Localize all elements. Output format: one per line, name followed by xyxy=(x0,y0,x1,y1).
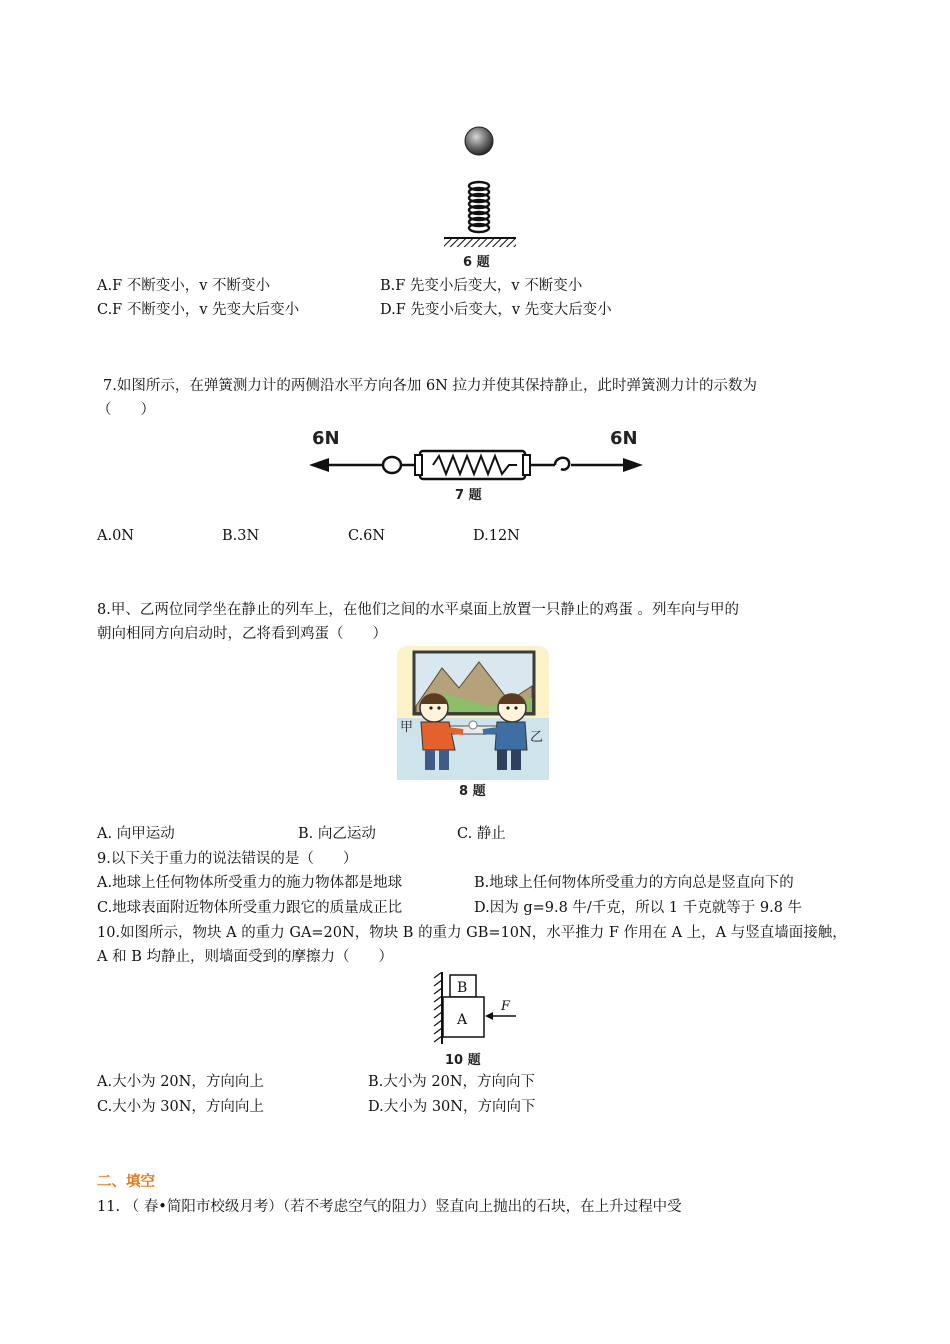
q10-stem-line1: 10.如图所示，物块 A 的重力 GA=20N，物块 B 的重力 GB=10N，水平推力 F 作用在 A 上，A 与竖直墙面接触， xyxy=(97,925,847,941)
q8-option-c: C. 静止 xyxy=(457,826,506,842)
q10-option-b: B.大小为 20N，方向向下 xyxy=(368,1074,536,1090)
ground-hatch xyxy=(444,238,516,247)
force-label: F xyxy=(501,999,511,1014)
q10-caption: 10 题 xyxy=(445,1053,481,1068)
q11-stem: 11. （ 春•简阳市校级月考）（若不考虑空气的阻力）竖直向上抛出的石块，在上升过程中受 xyxy=(97,1199,682,1215)
q7-stem-line1: 7.如图所示，在弹簧测力计的两侧沿水平方向各加 6N 拉力并使其保持静止，此时弹簧测力计的示数为 xyxy=(103,378,757,394)
q6-option-a: A.F 不断变小，v 不断变小 xyxy=(97,278,271,294)
q7-stem-line2: （ ） xyxy=(97,402,155,418)
left-hook-ring xyxy=(383,457,401,473)
q8-stem-line2: 朝向相同方向启动时，乙将看到鸡蛋（ ） xyxy=(97,626,387,642)
q7-option-c: C.6N xyxy=(348,528,386,544)
egg xyxy=(469,721,477,729)
q7-caption: 7 题 xyxy=(455,488,482,503)
block-a-label: A xyxy=(457,1012,468,1028)
q9-option-b: B.地球上任何物体所受重力的方向总是竖直向下的 xyxy=(474,875,794,891)
q7-spring-scale-figure xyxy=(305,440,650,486)
person-jia-body xyxy=(421,722,455,750)
q6-option-d: D.F 先变小后变大，v 先变大后变小 xyxy=(380,302,612,318)
spring-coil xyxy=(469,182,489,232)
q6-caption: 6 题 xyxy=(463,255,490,270)
q7-right-force: 6N xyxy=(610,428,638,449)
q9-option-d: D.因为 g=9.8 牛/千克，所以 1 千克就等于 9.8 牛 xyxy=(474,900,803,916)
q7-option-a: A.0N xyxy=(97,528,134,544)
q7-option-b: B.3N xyxy=(222,528,260,544)
wall-hatch xyxy=(434,972,442,1042)
q9-option-c: C.地球表面附近物体所受重力跟它的质量成正比 xyxy=(97,900,403,916)
q10-option-c: C.大小为 30N，方向向上 xyxy=(97,1099,264,1115)
person-yi-body xyxy=(495,722,527,750)
left-arrowhead xyxy=(309,458,329,472)
q7-left-force: 6N xyxy=(312,428,340,449)
q8-option-b: B. 向乙运动 xyxy=(298,826,376,842)
q8-option-a: A. 向甲运动 xyxy=(97,826,175,842)
q10-stem-line2: A 和 B 均静止，则墙面受到的摩擦力（ ） xyxy=(97,949,393,965)
q10-blocks-figure xyxy=(432,972,522,1044)
right-hook xyxy=(555,458,569,470)
q9-stem: 9.以下关于重力的说法错误的是（ ） xyxy=(97,851,358,867)
q7-option-d: D.12N xyxy=(473,528,520,544)
q8-stem-line1: 8.甲、乙两位同学坐在静止的列车上，在他们之间的水平桌面上放置一只静止的鸡蛋 。列车向与甲的 xyxy=(97,602,739,618)
q10-option-d: D.大小为 30N，方向向下 xyxy=(368,1099,536,1115)
q8-caption: 8 题 xyxy=(459,784,486,799)
label-jia: 甲 xyxy=(400,720,414,735)
q10-option-a: A.大小为 20N，方向向上 xyxy=(97,1074,264,1090)
inner-spring xyxy=(433,456,517,474)
right-arrowhead xyxy=(623,458,643,472)
q6-option-c: C.F 不断变小，v 先变大后变小 xyxy=(97,302,300,318)
q9-option-a: A.地球上任何物体所受重力的施力物体都是地球 xyxy=(97,875,403,891)
q6-option-b: B.F 先变小后变大，v 不断变小 xyxy=(380,278,583,294)
block-b-label: B xyxy=(457,980,468,996)
q6-figure xyxy=(430,118,530,250)
section-heading-fill-blank: 二、填空 xyxy=(97,1174,155,1190)
label-yi: 乙 xyxy=(530,730,544,745)
ball xyxy=(465,127,493,155)
q8-train-illustration xyxy=(397,646,549,780)
